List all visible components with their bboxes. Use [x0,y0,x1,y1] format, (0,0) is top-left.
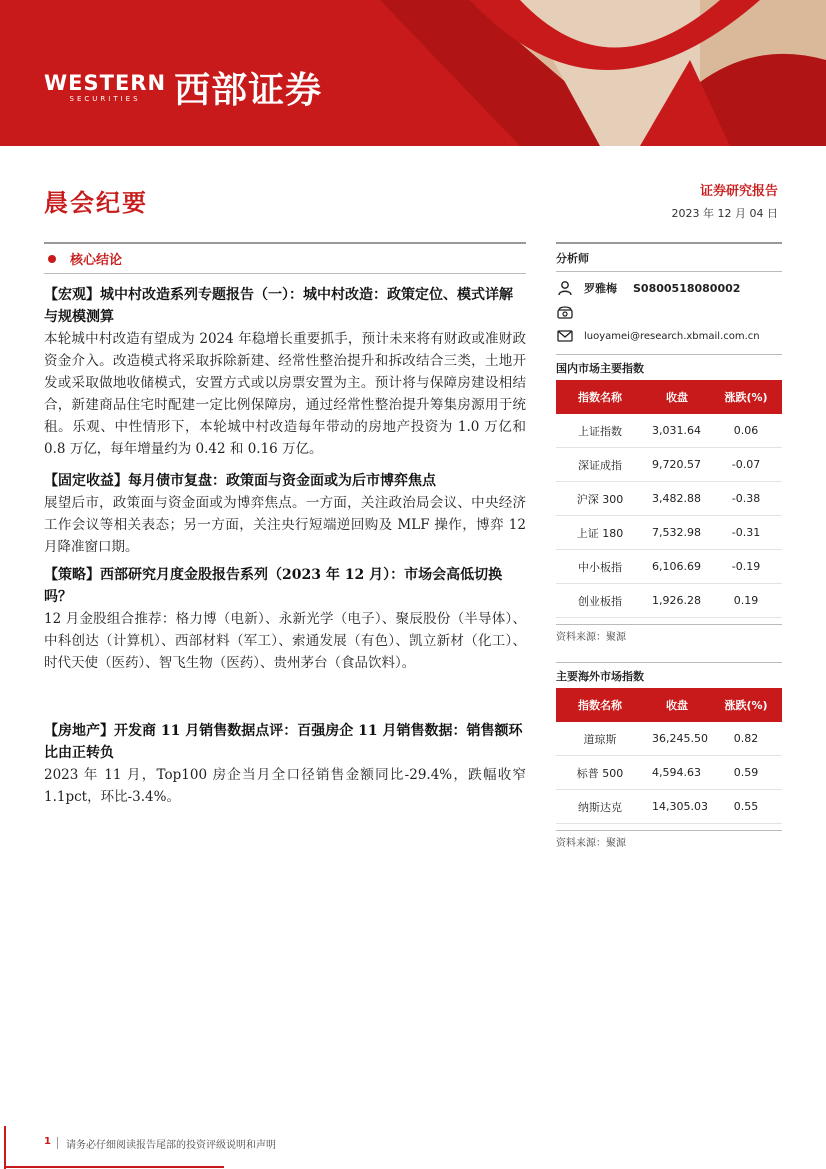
table-row [556,550,782,584]
logo-text-en-sub: SECURITIES [69,94,141,103]
section-body: 展望后市，政策面与资金面或为博弈焦点。一方面，关注政治局会议、中央经济工作会议等相关表态；另一方面，关注央行短端逆回购及 MLF 操作，博弈 12 月降准窗口期。 [44,495,526,555]
index-change: -0.07 [731,458,761,471]
index-change: 0.06 [733,424,759,437]
domestic-table-header [556,380,782,414]
overseas-table-header [556,688,782,722]
index-name: 标普 500 [576,766,624,780]
index-change: 0.19 [733,594,759,607]
core-heading-label: 核心结论 [70,253,123,268]
section-real-estate [44,720,526,808]
index-close: 14,305.03 [652,800,708,813]
analyst-name-row [556,276,782,300]
table-row [556,516,782,550]
index-close: 7,532.98 [652,526,701,539]
index-close: 36,245.50 [652,732,708,745]
table-row [556,448,782,482]
analyst-name: 罗雅梅 [584,282,617,295]
source-note: 资料来源：聚源 [556,624,782,644]
domestic-indices-heading: 国内市场主要指数 [556,354,782,380]
phone-icon [556,304,574,320]
index-change: 0.59 [733,766,759,779]
core-conclusions [44,242,526,808]
section-body: 2023 年 11 月，Top100 房企当月全口径销售金额同比-29.4%，跌幅收窄 1.1pct，环比-3.4%。 [44,767,526,805]
index-close: 9,720.57 [652,458,701,471]
table-row [556,584,782,618]
index-close: 3,031.64 [652,424,701,437]
section-title: 【固定收益】每月债市复盘：政策面与资金面或为后市博弈焦点 [44,473,436,489]
analyst-heading: 分析师 [556,242,782,272]
index-change: -0.31 [731,526,761,539]
overseas-indices-heading: 主要海外市场指数 [556,662,782,688]
index-close: 6,106.69 [652,560,701,573]
column-header: 收盘 [666,699,688,712]
person-icon [556,280,574,296]
section-fixed-income [44,470,526,558]
logo-text-cn: 西部证券 [174,70,323,111]
analyst-email-row [556,324,782,348]
index-name: 上证 180 [576,526,624,540]
analyst-phone-row [556,300,782,324]
report-type: 证券研究报告 [699,184,778,199]
table-row [556,790,782,824]
email-icon [556,328,574,344]
index-change: -0.19 [731,560,761,573]
index-name: 沪深 300 [576,492,624,506]
corner-decoration [0,1122,826,1169]
column-header: 涨跌(%) [724,391,768,404]
analyst-email[interactable]: luoyamei@research.xbmail.com.cn [584,330,760,342]
index-change: 0.55 [733,800,759,813]
disclaimer: 请务必仔细阅读报告尾部的投资评级说明和声明 [65,1140,276,1151]
brand-logo [44,62,322,113]
section-title: 【房地产】开发商 11 月销售数据点评：百强房企 11 月销售数据：销售额环比由正转负 [44,723,523,761]
page-title: 晨会纪要 [44,188,148,217]
page-number: 1 [44,1136,51,1147]
index-close: 3,482.88 [652,492,701,505]
sidebar [556,242,782,850]
logo-text-en: WESTERN [44,70,167,95]
section-title: 【策略】西部研究月度金股报告系列（2023 年 12 月）：市场会高低切换吗？ [44,567,503,605]
section-body: 本轮城中村改造有望成为 2024 年稳增长重要抓手，预计未来将有财政或准财政资金介入。改造模式将采取拆除新建、经常性整治提升和拆改结合三类，土地开发或采取做地收储模式，安置方式或以房票安置为主。预计将与保障房建设相结合，新建商品住宅时配建一定比例保障房，通过经常性整治提升筹集房源用于统租。乐观、中性情形下，本轮城中村改造每年带动的房地产投资为 1.0 万亿和 0.8 万亿，每年增量约为 0.42 和 0.16 万亿。 [44,331,526,457]
section-strategy [44,564,526,674]
core-heading [44,244,526,274]
report-date: 2023 年 12 月 04 日 [671,207,778,220]
section-macro [44,284,526,460]
index-close: 1,926.28 [652,594,701,607]
table-row [556,722,782,756]
index-name: 道琼斯 [583,732,617,746]
index-name: 深证成指 [578,458,622,472]
index-name: 创业板指 [578,594,622,608]
section-body: 12 月金股组合推荐：格力博（电新）、永新光学（电子）、聚辰股份（半导体）、中科创达（计算机）、西部材料（军工）、索通发展（有色）、凯立新材（化工）、时代天使（医药）、智飞生物（医药）、贵州茅台（食品饮料）。 [44,611,526,671]
bullet-icon [48,255,56,263]
column-header: 涨跌(%) [724,699,768,712]
column-header: 指数名称 [578,391,622,404]
table-row [556,482,782,516]
table-row [556,414,782,448]
header-banner [0,0,826,146]
table-row [556,756,782,790]
index-change: 0.82 [733,732,759,745]
index-name: 纳斯达克 [578,800,622,814]
column-header: 指数名称 [578,699,622,712]
index-close: 4,594.63 [652,766,701,779]
index-change: -0.38 [731,492,761,505]
section-title: 【宏观】城中村改造系列专题报告（一）：城中村改造：政策定位、模式详解与规模测算 [44,287,513,325]
source-note: 资料来源：聚源 [556,830,782,850]
index-name: 上证指数 [578,424,622,438]
analyst-cert: S0800518080002 [633,281,741,295]
column-header: 收盘 [666,391,688,404]
index-name: 中小板指 [578,560,622,574]
